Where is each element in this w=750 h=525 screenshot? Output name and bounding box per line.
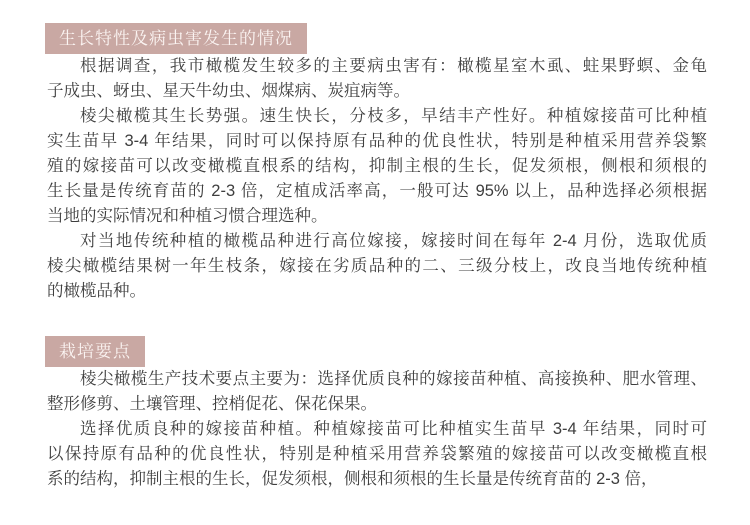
section-heading-row: [45, 23, 750, 54]
paragraph-line: 根据调查，我市橄榄发生较多的主要病虫害有：橄榄星室木虱、蛀果野螟、金龟: [80, 57, 707, 75]
paragraph: [47, 367, 707, 417]
paragraph-line: 殖的嫁接苗可以改变橄榄直根系的结构，抑制主根的生长，促发须根，侧根和须根的: [47, 157, 707, 175]
section-heading-badge: 栽培要点: [45, 336, 145, 367]
section: [0, 23, 750, 304]
paragraph-line: 棱尖橄榄结果树一年生枝条，嫁接在劣质品种的二、三级分枝上，改良当地传统种植: [47, 257, 707, 275]
paragraph-line: 当地的实际情况和种植习惯合理选种。: [47, 207, 328, 225]
paragraph-line: 系的结构，抑制主根的生长，促发须根，侧根和须根的生长量是传统育苗的 2-3 倍，: [47, 470, 658, 488]
paragraph-line: 对当地传统种植的橄榄品种进行高位嫁接，嫁接时间在每年 2-4 月份，选取优质: [80, 232, 707, 250]
paragraph-line: 棱尖橄榄生产技术要点主要为：选择优质良种的嫁接苗种植、高接换种、肥水管理、: [80, 370, 707, 388]
paragraph-line: 子成虫、蚜虫、星天牛幼虫、烟煤病、炭疽病等。: [47, 82, 410, 100]
paragraph-line: 以保持原有品种的优良性状，特别是种植采用营养袋繁殖的嫁接苗可以改变橄榄直根: [47, 445, 707, 463]
paragraph-line: 的橄榄品种。: [47, 282, 146, 300]
paragraph-line: 生长量是传统育苗的 2-3 倍，定植成活率高，一般可达 95% 以上，品种选择必须根据: [47, 182, 707, 200]
paragraph-line: 棱尖橄榄其生长势强。速生快长，分枝多，早结丰产性好。种植嫁接苗可比种植: [80, 107, 707, 125]
paragraph-line: 选择优质良种的嫁接苗种植。种植嫁接苗可比种植实生苗早 3-4 年结果，同时可: [80, 420, 707, 438]
paragraph: [47, 229, 707, 304]
paragraph: [47, 54, 707, 104]
section: [0, 336, 750, 492]
document-body: [0, 23, 750, 492]
section-heading-badge: 生长特性及病虫害发生的情况: [45, 23, 307, 54]
section-heading-row: [45, 336, 750, 367]
paragraph: [47, 417, 707, 492]
paragraph-line: 实生苗早 3-4 年结果，同时可以保持原有品种的优良性状，特别是种植采用营养袋繁: [47, 132, 707, 150]
paragraph: [47, 104, 707, 229]
paragraph-line: 整形修剪、土壤管理、控梢促花、保花保果。: [47, 395, 377, 413]
